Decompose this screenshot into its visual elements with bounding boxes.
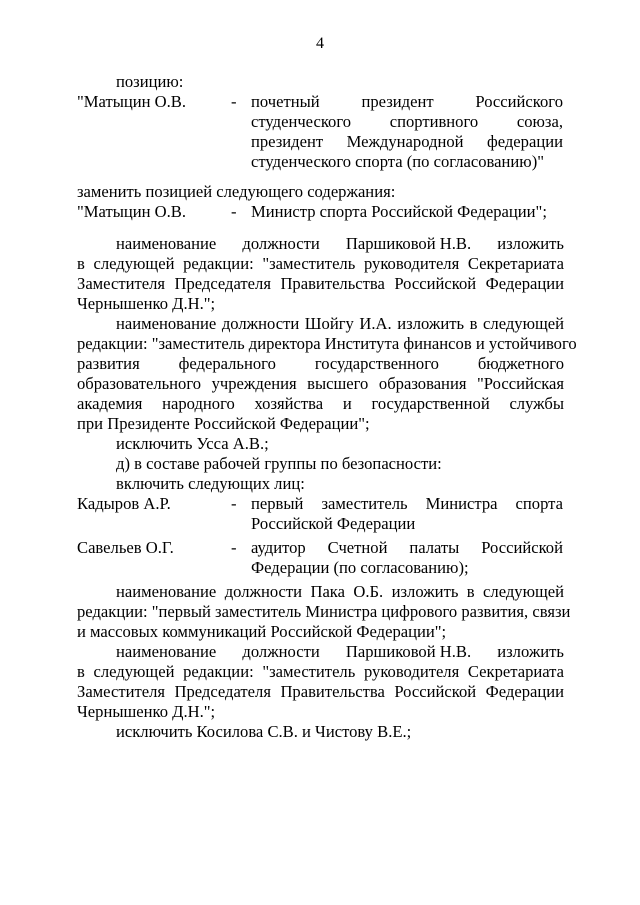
person-name-saveliev: Савельев О.Г.: [77, 538, 174, 557]
word: палаты: [409, 538, 460, 557]
word: наименование: [116, 234, 217, 253]
person-desc-saveliev: [251, 538, 563, 578]
paragraph-parshikova-2: [77, 642, 564, 722]
line: наименование должности Пака О.Б. изложить в следующей: [116, 582, 564, 601]
line: редакции: "первый заместитель Министра цифрового развития, связи: [77, 602, 571, 621]
word: Российской: [481, 538, 563, 557]
word: развития: [77, 354, 140, 373]
include-persons: включить следующих лиц:: [116, 474, 305, 493]
paragraph-parshikova-1: [77, 234, 564, 314]
paragraph-shoigu: [77, 314, 577, 434]
line: при Президенте Российской Федерации";: [77, 414, 370, 433]
word: спортивного: [389, 112, 479, 131]
line: наименование должности Шойгу И.А. изложить в следующей: [116, 314, 564, 333]
position-intro: позицию:: [116, 72, 184, 91]
word: государственной: [371, 394, 490, 413]
word: Паршиковой Н.В.: [345, 234, 472, 253]
line: и массовых коммуникаций Российской Федерации";: [77, 622, 447, 641]
word: Министра: [425, 494, 498, 513]
word: народного: [162, 394, 235, 413]
word: студенческого спорта (по согласованию)": [251, 152, 544, 171]
line: образовательного учреждения высшего образования "Российская: [77, 374, 564, 393]
word: Международной: [346, 132, 464, 151]
page-number: 4: [316, 35, 324, 52]
word: федерации: [486, 132, 563, 151]
person-dash: -: [231, 538, 237, 557]
replacement-desc: Министр спорта Российской Федерации";: [251, 202, 547, 221]
word: аудитор: [251, 538, 306, 557]
line: Заместителя Председателя Правительства Российской Федерации: [77, 274, 564, 293]
word: наименование: [116, 642, 217, 661]
word: службы: [509, 394, 564, 413]
word: изложить: [497, 642, 564, 661]
person-desc-matytsin: [251, 92, 563, 172]
line: Заместителя Председателя Правительства Российской Федерации: [77, 682, 564, 701]
replace-intro: заменить позицией следующего содержания:: [77, 182, 396, 201]
word: президент: [361, 92, 434, 111]
word: академия: [77, 394, 143, 413]
line: в следующей редакции: "заместитель руководителя Секретариата: [77, 662, 564, 681]
word: президент: [251, 132, 324, 151]
person-name-matytsin: "Матыцин О.В.: [77, 92, 187, 111]
line: Чернышенко Д.Н.";: [77, 294, 216, 313]
word: Паршиковой Н.В.: [345, 642, 472, 661]
item-d: д) в составе рабочей группы по безопасности:: [116, 454, 442, 473]
replacement-dash: -: [231, 202, 237, 221]
word: должности: [242, 234, 320, 253]
person-desc-kadyrov: [251, 494, 563, 534]
word: бюджетного: [477, 354, 564, 373]
exclude-kosilov: исключить Косилова С.В. и Чистову В.Е.;: [116, 722, 412, 741]
word: почетный: [251, 92, 320, 111]
word: изложить: [497, 234, 564, 253]
line: в следующей редакции: "заместитель руководителя Секретариата: [77, 254, 564, 273]
word: хозяйства: [254, 394, 324, 413]
line: Чернышенко Д.Н.";: [77, 702, 216, 721]
word: Федерации (по согласованию);: [251, 558, 469, 577]
exclude-uss: исключить Усса А.В.;: [116, 434, 269, 453]
word: Российского: [475, 92, 563, 111]
word: Счетной: [327, 538, 388, 557]
person-dash: -: [231, 494, 237, 513]
line: редакции: "заместитель директора Института финансов и устойчивого: [77, 334, 577, 353]
word: Российской Федерации: [251, 514, 416, 533]
word: государственного: [314, 354, 439, 373]
word: федерального: [178, 354, 276, 373]
word: и: [342, 394, 352, 413]
word: союза,: [516, 112, 563, 131]
person-dash: -: [231, 92, 237, 111]
word: заместитель: [321, 494, 408, 513]
word: спорта: [515, 494, 563, 513]
replacement-name: "Матыцин О.В.: [77, 202, 187, 221]
paragraph-pak: [77, 582, 571, 642]
person-name-kadyrov: Кадыров А.Р.: [77, 494, 171, 513]
word: должности: [242, 642, 320, 661]
word: студенческого: [251, 112, 352, 131]
word: первый: [251, 494, 304, 513]
